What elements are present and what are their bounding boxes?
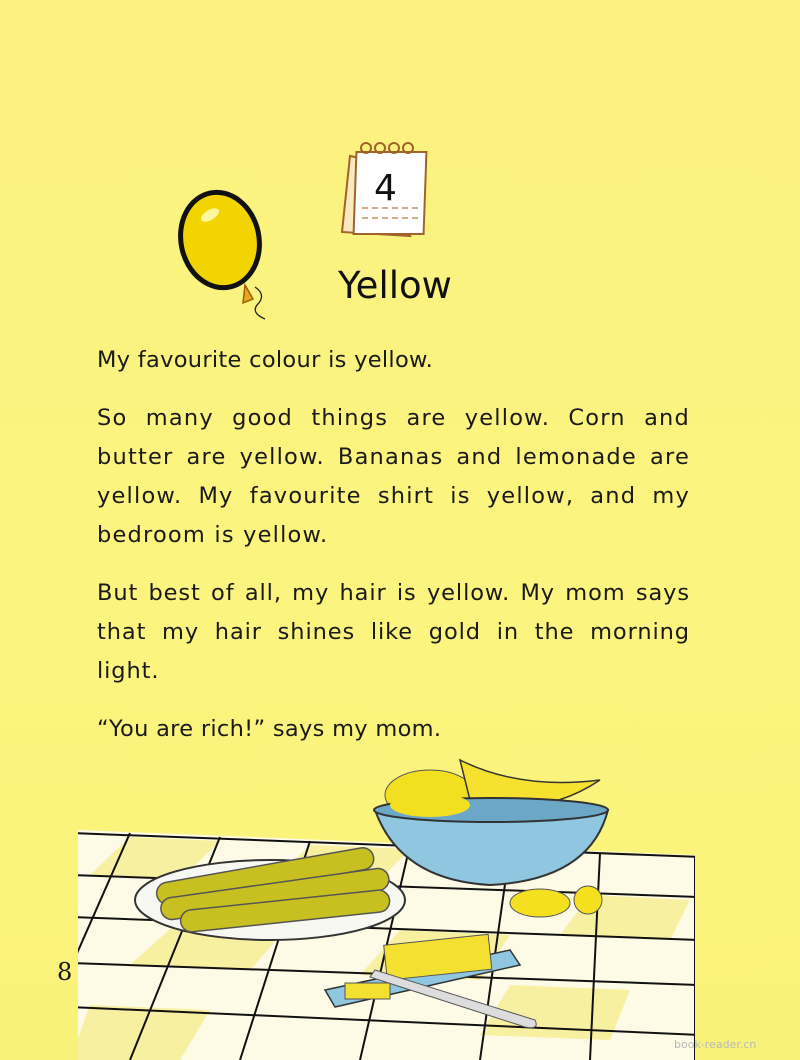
paragraph-2: So many good things are yellow. Corn and butter are yellow. Bananas and lemonade are yellow. My favourite shirt is yellow, and my bedroom is yellow.: [97, 405, 690, 548]
page-number: 8: [57, 958, 73, 986]
page-title: Yellow: [338, 264, 452, 307]
balloon-illustration: [175, 185, 285, 325]
paragraph-4: “You are rich!” says my mom.: [97, 716, 442, 742]
paragraph-3: But best of all, my hair is yellow. My mom says that my hair shines like gold in the morning light.: [97, 580, 690, 684]
paragraph-1: My favourite colour is yellow.: [97, 347, 434, 373]
chapter-number: 4: [374, 168, 397, 209]
table-food-illustration: [70, 745, 710, 1060]
watermark: book-reader.cn: [674, 1038, 757, 1051]
